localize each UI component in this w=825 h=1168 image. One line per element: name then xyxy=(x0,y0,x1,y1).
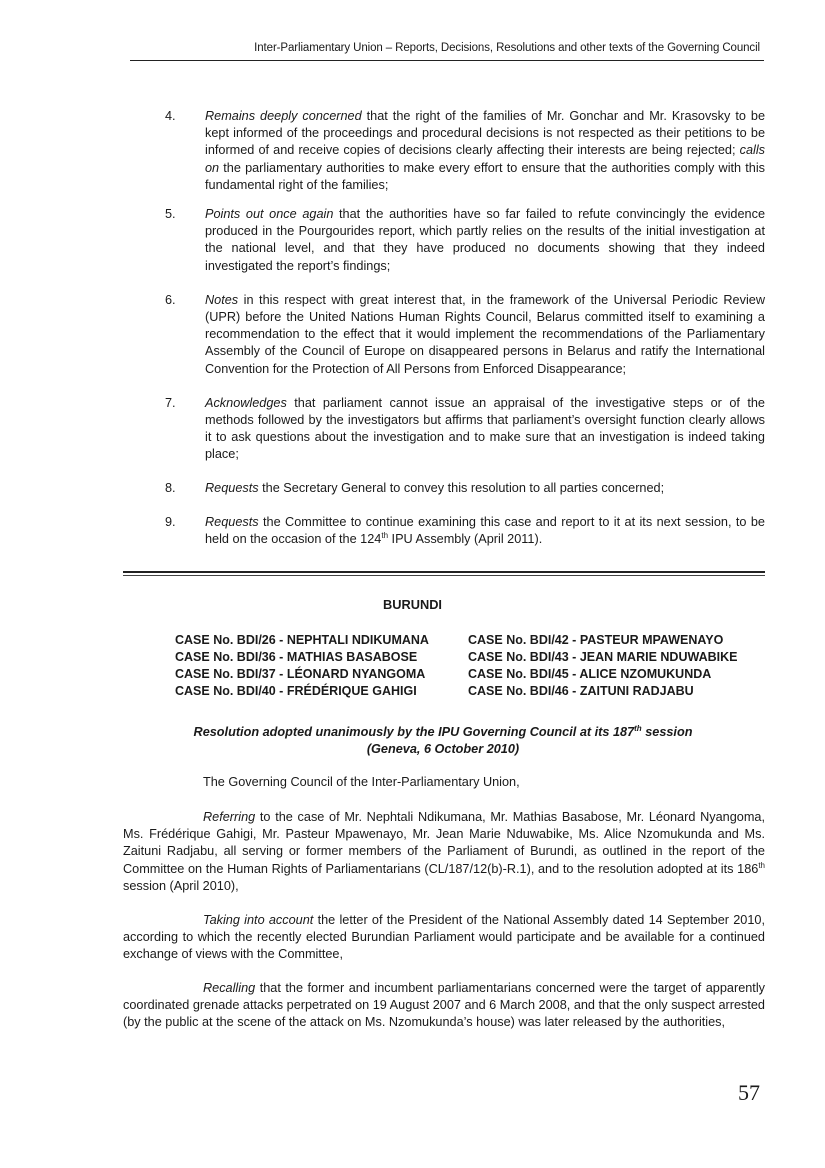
ordinal-suffix: th xyxy=(381,530,389,540)
paragraph-5 xyxy=(165,206,765,275)
preamble-verb: Recalling xyxy=(203,981,256,995)
ordinal-suffix: th xyxy=(758,860,765,870)
paragraph-text xyxy=(205,514,765,548)
intro-line: The Governing Council of the Inter-Parliamentary Union, xyxy=(203,775,520,789)
resolution-title xyxy=(120,724,766,758)
country-heading: BURUNDI xyxy=(382,597,442,612)
case-row xyxy=(175,649,775,666)
paragraph-number: 9. xyxy=(165,514,176,529)
case-row xyxy=(175,632,775,649)
paragraph-7 xyxy=(165,395,765,464)
section-divider-thin xyxy=(123,575,765,576)
paragraph-text xyxy=(205,292,765,378)
operative-verb: Acknowledges xyxy=(205,395,287,410)
case-entry: CASE No. BDI/46 - ZAITUNI RADJABU xyxy=(468,684,694,698)
paragraph-clause: that the right of the families of Mr. Gonchar and Mr. Krasovsky to be kept informed of the proceedings and procedural decisions is not respected as their petitions to be informed of and receive copies of decisions clearly affecting their interests are being rejected; xyxy=(205,109,765,158)
case-entry: CASE No. BDI/37 - LÉONARD NYANGOMA xyxy=(175,667,426,681)
paragraph-text xyxy=(205,206,765,275)
paragraph-number: 5. xyxy=(165,207,176,222)
paragraph-clause: that parliament cannot issue an appraisal of the investigative steps or of the methods followed by the investigators but affirms that parliament’s oversight function clearly allows it to ask questions about the investigation and to make sure that an investigation is indeed taking place; xyxy=(205,395,765,462)
paragraph-clause: IPU Assembly (April 2011). xyxy=(388,532,543,547)
running-header: Inter-Parliamentary Union – Reports, Decisions, Resolutions and other texts of the Governing Council xyxy=(254,42,760,54)
case-row xyxy=(175,666,775,683)
paragraph-clause: in this respect with great interest that, in the framework of the Universal Periodic Review (UPR) before the United Nations Human Rights Council, Belarus committed itself to examining a recommendation to the effect that it would implement the recommendations of the Parliamentary Assembly of the Council of Europe on disappeared persons in Belarus and ratify the International Convention for the Protection of All Persons from Enforced Disappearance; xyxy=(205,292,765,376)
recalling-paragraph xyxy=(123,980,765,1032)
case-entry: CASE No. BDI/26 - NEPHTALI NDIKUMANA xyxy=(175,633,429,647)
paragraph-text xyxy=(205,395,765,464)
paragraph-4 xyxy=(165,108,765,194)
preamble-clause: to the case of Mr. Nephtali Ndikumana, Mr. Mathias Basabose, Mr. Léonard Nyangoma, Ms. Frédérique Gahigi, Mr. Pasteur Mpawenayo, Mr. Jean Marie Nduwabike, Ms. Alice Nzomukunda and Ms. Zaituni Radjabu, all serving or former members of the Parliament of Burundi, as outlined in the report of the Committee on the Human Rights of Parliamentarians (CL/187/12(b)-R.1), and to the resolution adopted at its 186 xyxy=(123,810,765,876)
paragraph-number: 7. xyxy=(165,395,176,410)
paragraph-clause: the Committee to continue examining this case and report to it at its next session, to be held on the occasion of the 124 xyxy=(205,514,765,547)
preamble-verb: Referring xyxy=(203,810,256,824)
case-entry: CASE No. BDI/36 - MATHIAS BASABOSE xyxy=(175,650,418,664)
resolution-text: session xyxy=(641,725,693,739)
ordinal-suffix: th xyxy=(634,723,642,733)
paragraph-number: 4. xyxy=(165,109,176,123)
operative-verb: Requests xyxy=(205,514,259,529)
operative-verb: calls on xyxy=(205,143,765,175)
resolution-line xyxy=(120,724,766,741)
case-list xyxy=(175,632,775,700)
paragraph-6 xyxy=(165,292,765,378)
preamble-clause: session (April 2010), xyxy=(123,878,239,893)
case-entry: CASE No. BDI/43 - JEAN MARIE NDUWABIKE xyxy=(468,650,738,664)
operative-verb: Requests xyxy=(205,480,259,495)
numbered-paragraphs xyxy=(165,108,765,548)
referring-paragraph xyxy=(123,809,765,895)
preamble-verb: Taking into account xyxy=(203,913,314,927)
resolution-date: (Geneva, 6 October 2010) xyxy=(366,742,520,756)
operative-verb: Notes xyxy=(205,292,239,307)
paragraph-clause: that the authorities have so far failed to refute convincingly the evidence produced in the Pourgourides report, which partly relies on the results of the initial investigation at the national level, and that they have produced no documents showing that they indeed investigated the report’s findings; xyxy=(205,207,765,273)
paragraph-clause: the Secretary General to convey this resolution to all parties concerned; xyxy=(258,480,665,495)
case-entry: CASE No. BDI/40 - FRÉDÉRIQUE GAHIGI xyxy=(175,684,417,698)
taking-into-account-paragraph xyxy=(123,912,765,964)
resolution-text: Resolution adopted unanimously by the IPU Governing Council at its 187 xyxy=(193,725,635,739)
paragraph-number: 6. xyxy=(165,292,176,307)
preamble-clause: that the former and incumbent parliamentarians concerned were the target of apparently coordinated grenade attacks perpetrated on 19 August 2007 and 6 March 2008, and that the only suspect arrested (by the public at the scene of the attack on Ms. Nzomukunda’s house) was later released by the authorities, xyxy=(123,981,765,1030)
preamble-clause: the letter of the President of the National Assembly dated 14 September 2010, according to which the recently elected Burundian Parliament would participate and be available for a continued exchange of views with the Committee, xyxy=(123,913,766,962)
paragraph-8 xyxy=(165,480,765,497)
paragraph-text xyxy=(205,108,765,194)
paragraph-clause: the parliamentary authorities to make every effort to ensure that the authorities comply with this fundamental right of the families; xyxy=(205,160,765,192)
section-divider xyxy=(123,571,765,573)
case-row xyxy=(175,683,775,700)
paragraph-9 xyxy=(165,514,765,548)
header-divider xyxy=(130,60,764,61)
case-entry: CASE No. BDI/42 - PASTEUR MPAWENAYO xyxy=(468,633,724,647)
paragraph-number: 8. xyxy=(165,480,176,495)
case-entry: CASE No. BDI/45 - ALICE NZOMUKUNDA xyxy=(468,667,712,681)
paragraph-text xyxy=(205,480,765,497)
page-number: 57 xyxy=(738,1080,760,1105)
operative-verb: Remains deeply concerned xyxy=(205,109,362,123)
operative-verb: Points out once again xyxy=(205,207,334,222)
